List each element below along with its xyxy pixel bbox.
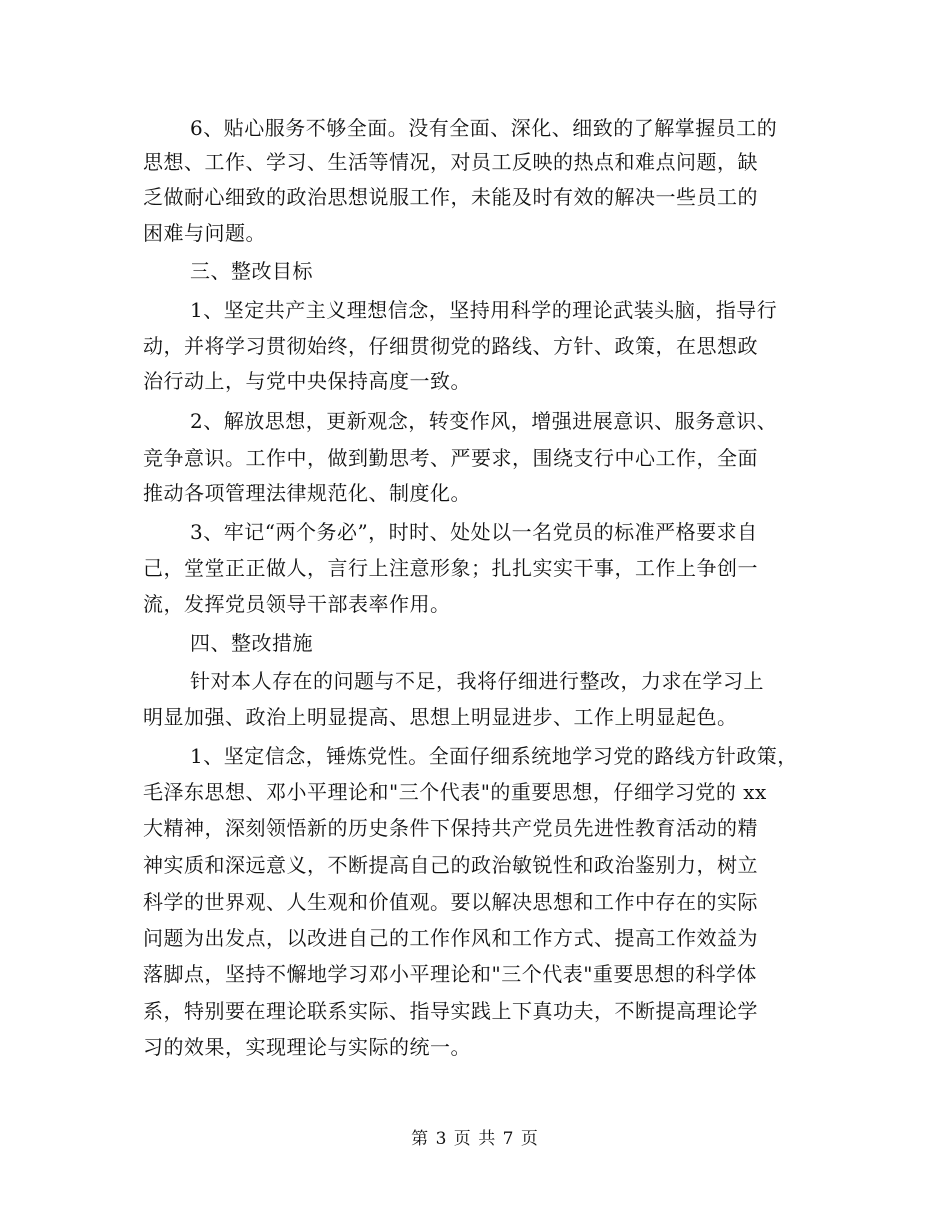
paragraph-line: 己，堂堂正正做人，言行上注意形象；扎扎实实干事，工作上争创一	[143, 556, 758, 580]
paragraph-line: 乏做耐心细致的政治思想说服工作，未能及时有效的解决一些员工的	[143, 185, 758, 209]
paragraph-line: 神实质和深远意义，不断提高自己的政治敏锐性和政治鉴别力，树立	[143, 853, 758, 877]
paragraph-line: 动，并将学习贯彻始终，仔细贯彻党的路线、方针、政策，在思想政	[143, 334, 758, 358]
paragraph-line: 系，特别要在理论联系实际、指导实践上下真功夫，不断提高理论学	[143, 999, 758, 1023]
paragraph-line: 困难与问题。	[143, 221, 266, 245]
paragraph-line: 明显加强、政治上明显提高、思想上明显进步、工作上明显起色。	[143, 705, 738, 729]
paragraph-line: 毛泽东思想、邓小平理论和"三个代表"的重要思想，仔细学习党的 xx	[143, 780, 767, 804]
paragraph-line: 流，发挥党员领导干部表率作用。	[143, 592, 451, 616]
paragraph-line: 习的效果，实现理论与实际的统一。	[143, 1035, 471, 1059]
page-footer: 第 3 页 共 7 页	[411, 1129, 539, 1149]
paragraph-line: 思想、工作、学习、生活等情况，对员工反映的热点和难点问题，缺	[143, 150, 758, 174]
paragraph-line: 治行动上，与党中央保持高度一致。	[143, 369, 471, 393]
paragraph-line: 6、贴心服务不够全面。没有全面、深化、细致的了解掌握员工的	[190, 116, 778, 140]
paragraph-line: 针对本人存在的问题与不足，我将仔细进行整改，力求在学习上	[190, 669, 764, 693]
paragraph-line: 科学的世界观、人生观和价值观。要以解决思想和工作中存在的实际	[143, 890, 758, 914]
paragraph-line: 推动各项管理法律规范化、制度化。	[143, 481, 471, 505]
paragraph-line: 2、解放思想，更新观念，转变作风，增强进展意识、服务意识、	[190, 409, 778, 433]
paragraph-line: 1、坚定共产主义理想信念，坚持用科学的理论武装头脑，指导行	[190, 298, 778, 322]
paragraph-line: 落脚点，坚持不懈地学习邓小平理论和"三个代表"重要思想的科学体	[143, 962, 757, 986]
section-heading: 三、整改目标	[190, 259, 313, 283]
paragraph-line: 问题为出发点，以改进自己的工作作风和工作方式、提高工作效益为	[143, 926, 758, 950]
paragraph-line: 大精神，深刻领悟新的历史条件下保持共产党员先进性教育活动的精	[143, 816, 758, 840]
section-heading: 四、整改措施	[190, 631, 313, 655]
paragraph-line: 1、坚定信念，锤炼党性。全面仔细系统地学习党的路线方针政策，	[190, 744, 798, 768]
paragraph-line: 竞争意识。工作中，做到勤思考、严要求，围绕支行中心工作，全面	[143, 446, 758, 470]
paragraph-line: 3、牢记“两个务必”，时时、处处以一名党员的标准严格要求自	[190, 520, 758, 544]
